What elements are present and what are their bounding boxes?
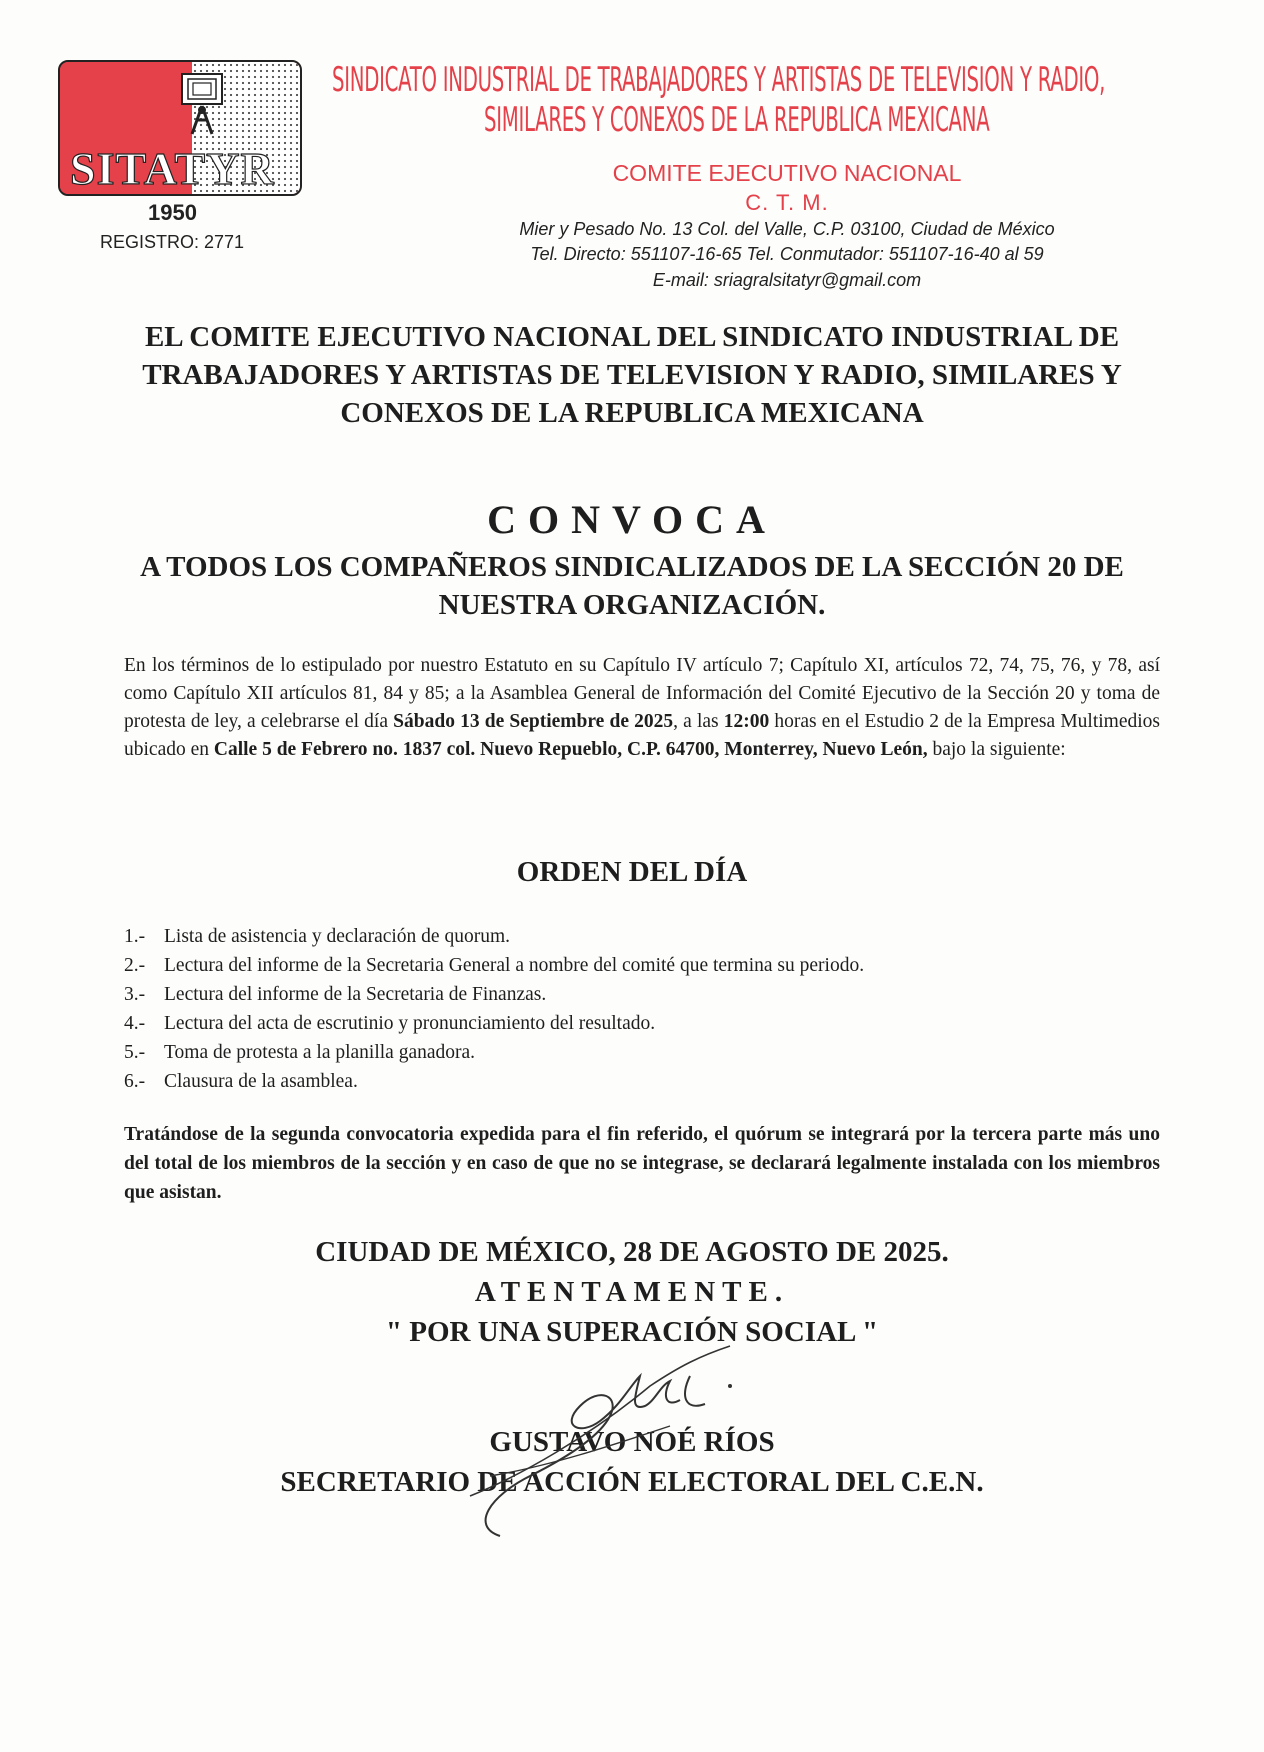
- meeting-location: Calle 5 de Febrero no. 1837 col. Nuevo Repueblo, C.P. 64700, Monterrey, Nuevo León,: [213, 739, 928, 760]
- signer-position: SECRETARIO DE ACCIÓN ELECTORAL DEL C.E.N.: [280, 1466, 984, 1498]
- founding-year: 1950: [148, 200, 197, 225]
- convoca-subheading: A TODOS LOS COMPAÑEROS SINDICALIZADOS DE LA SECCIÓN 20 DE NUESTRA ORGANIZACIÓN.: [140, 551, 1124, 621]
- agenda-list: [124, 922, 864, 1096]
- address: Mier y Pesado No. 13 Col. del Valle, C.P. 03100, Ciudad de México: [519, 219, 1055, 239]
- union-name-line1: SINDICATO INDUSTRIAL DE TRABAJADORES Y ARTISTAS DE TELEVISION Y RADIO,: [332, 60, 1106, 100]
- document-title: EL COMITE EJECUTIVO NACIONAL DEL SINDICATO INDUSTRIAL DE TRABAJADORES Y ARTISTAS DE TELEVISION Y RADIO, SIMILARES Y CONEXOS DE LA REPUBLICA MEXICANA: [142, 321, 1122, 429]
- signer-name: GUSTAVO NOÉ RÍOS: [489, 1426, 775, 1458]
- email: E-mail: sriagralsitatyr@gmail.com: [652, 270, 922, 290]
- convoca-heading: CONVOCA: [487, 497, 777, 542]
- handwritten-signature-icon: [430, 1326, 760, 1556]
- list-item: 2.- Lectura del informe de la Secretaria General a nombre del comité que termina su periodo.: [124, 955, 865, 976]
- place-date: CIUDAD DE MÉXICO, 28 DE AGOSTO DE 2025.: [315, 1236, 949, 1268]
- list-item: 5.- Toma de protesta a la planilla ganadora.: [124, 1042, 476, 1063]
- meeting-time: 12:00: [723, 711, 770, 732]
- body-paragraph: En los términos de lo estipulado por nuestro Estatuto en su Capítulo IV artículo 7; Capítulo XI, artículos 72, 74, 75, 76, y 78, así como Capítulo XII artículos 81, 84 y 85; a la Asamblea General de Información del Comité Ejecutivo de la Sección 20 y toma de protesta de ley, a celebrarse el día Sábado 13 de Septiembre de 2025, a las 12:00 horas en el Estudio 2 de la Empresa Multimedios ubicado en Calle 5 de Febrero no. 1837 col. Nuevo Repueblo, C.P. 64700, Monterrey, Nuevo León, bajo la siguiente:: [124, 655, 1160, 760]
- atentamente: ATENTAMENTE.: [474, 1276, 790, 1308]
- list-item: 1.- Lista de asistencia y declaración de quorum.: [124, 926, 510, 947]
- list-item: 3.- Lectura del informe de la Secretaria de Finanzas.: [124, 984, 547, 1005]
- orden-del-dia-heading: ORDEN DEL DÍA: [516, 856, 748, 888]
- tv-antenna-icon: [172, 72, 232, 152]
- ctm-label: C. T. M.: [745, 190, 829, 215]
- registro-number: REGISTRO: 2771: [100, 232, 245, 252]
- phones: Tel. Directo: 551107-16-65 Tel. Conmutador: 551107-16-40 al 59: [530, 244, 1044, 264]
- logo-brand-text: SITATYR: [70, 143, 275, 194]
- motto: " POR UNA SUPERACIÓN SOCIAL ": [385, 1316, 879, 1348]
- quorum-note: Tratándose de la segunda convocatoria expedida para el fin referido, el quórum se integrará por la tercera parte más uno del total de los miembros de la sección y en caso de que no se integrase, se declarará legalmente instalada con los miembros que asistan.: [124, 1124, 1160, 1203]
- list-item: 6.- Clausura de la asamblea.: [124, 1071, 358, 1092]
- union-name-line2: SIMILARES Y CONEXOS DE LA REPUBLICA MEXICANA: [484, 100, 990, 140]
- meeting-date: Sábado 13 de Septiembre de 2025: [393, 711, 674, 732]
- committee-name: COMITE EJECUTIVO NACIONAL: [612, 160, 962, 186]
- list-item: 4.- Lectura del acta de escrutinio y pronunciamiento del resultado.: [124, 1013, 656, 1034]
